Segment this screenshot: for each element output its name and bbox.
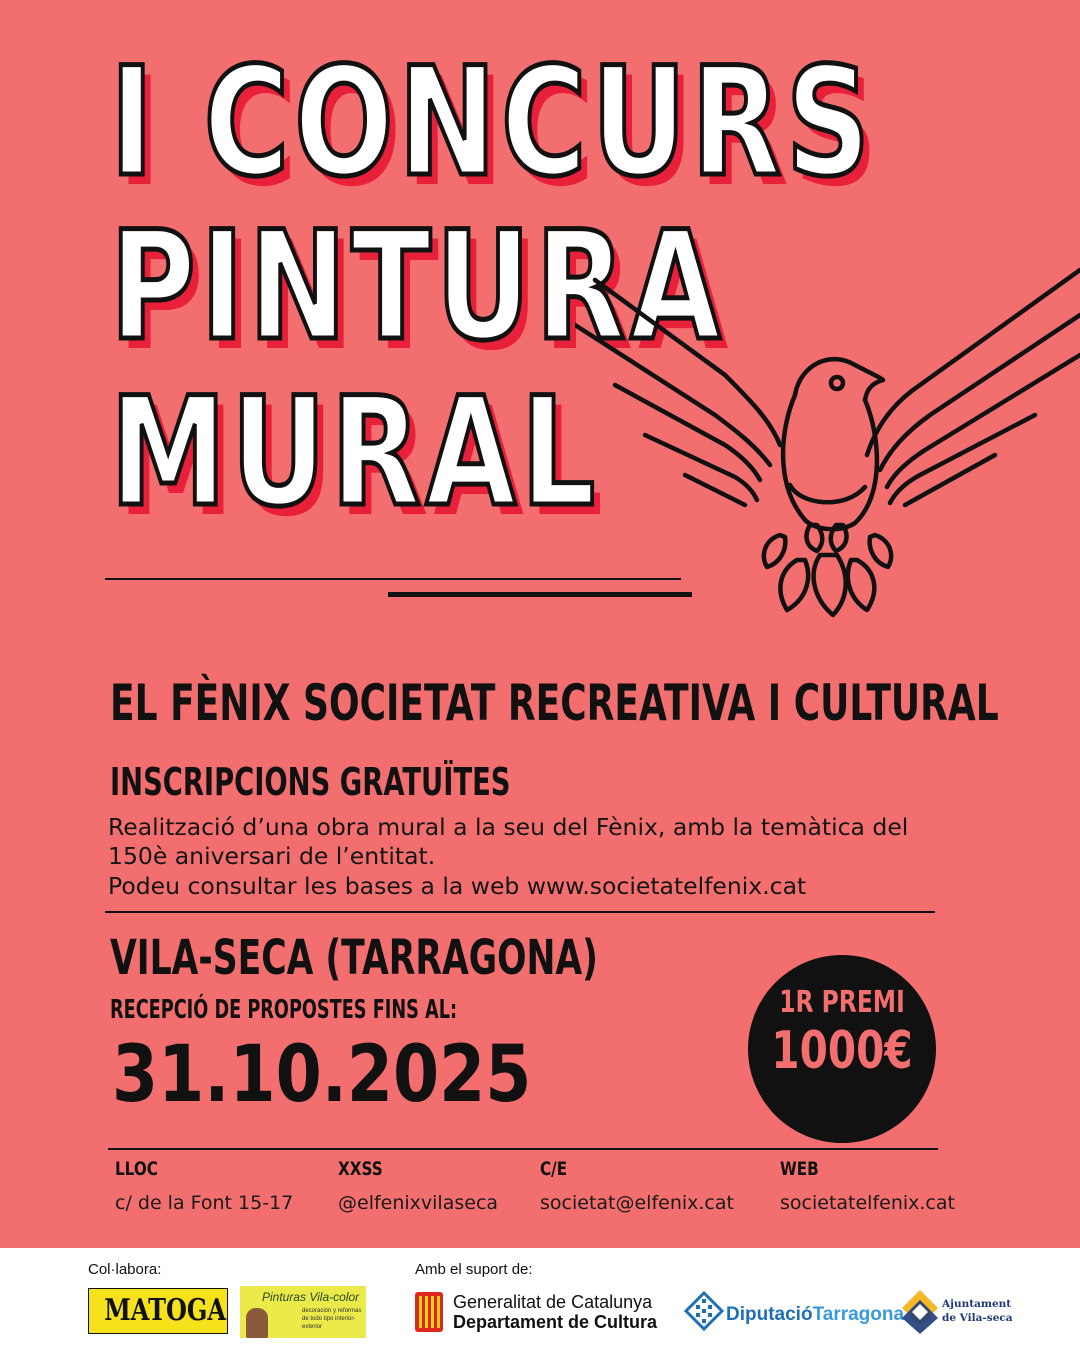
info-web-key: WEB xyxy=(780,1158,819,1180)
title-line-2: PINTURA xyxy=(110,200,726,374)
support-label: Amb el suport de: xyxy=(415,1261,533,1278)
info-web-value[interactable]: societatelfenix.cat xyxy=(780,1192,955,1214)
description xyxy=(108,813,938,901)
organizer-heading: EL FÈNIX SOCIETAT RECREATIVA I CULTURAL xyxy=(110,674,999,732)
info-web xyxy=(780,1158,955,1214)
gencat-line-2: Departament de Cultura xyxy=(453,1312,658,1332)
prize-amount: 1000€ xyxy=(771,1021,913,1081)
divider-bottom xyxy=(108,1148,938,1150)
deadline-date: 31.10.2025 xyxy=(112,1030,532,1120)
info-xxss-key: XXSS xyxy=(338,1158,383,1180)
ajuntament-line-1: Ajuntament xyxy=(942,1298,1012,1310)
info-lloc-value: c/ de la Font 15-17 xyxy=(115,1192,294,1214)
deadline-label: RECEPCIÓ DE PROPOSTES FINS AL: xyxy=(110,995,458,1025)
diputacio-text-a: Diputació xyxy=(726,1304,813,1325)
sponsor-footer xyxy=(0,1248,1080,1350)
vilaseca-diamond-icon xyxy=(900,1288,940,1336)
prize-label: 1R PREMI xyxy=(779,985,905,1020)
vilacolor-name: Pinturas Vila-color xyxy=(262,1290,360,1304)
vilacolor-subtitle: decoración y reformas de todo tipo interior-exterior xyxy=(302,1308,362,1330)
description-line-3: Podeu consultar les bases a la web www.societatelfenix.cat xyxy=(108,871,807,900)
info-lloc xyxy=(115,1158,293,1214)
location-heading: VILA-SECA (TARRAGONA) xyxy=(110,930,598,986)
painter-icon xyxy=(246,1308,268,1338)
diputacio-text-b: Tarragona xyxy=(812,1304,905,1325)
info-lloc-key: LLOC xyxy=(115,1158,158,1180)
info-email-value[interactable]: societat@elfenix.cat xyxy=(540,1192,734,1214)
divider-middle xyxy=(105,911,935,913)
ajuntament-line-2: de Vila-seca xyxy=(942,1311,1013,1324)
matoga-logo-text: MATOGA xyxy=(104,1293,226,1328)
matoga-logo xyxy=(88,1288,228,1334)
diputacio-text xyxy=(726,1304,904,1326)
description-line-2: 150è aniversari de l’entitat. xyxy=(108,842,436,871)
title-line-1: I CONCURS xyxy=(110,36,875,210)
title-line-3: MURAL xyxy=(110,366,601,540)
info-xxss-value[interactable]: @elfenixvilaseca xyxy=(338,1192,499,1214)
divider-top-thin xyxy=(105,578,681,580)
divider-top-thick xyxy=(388,592,692,597)
diputacio-mark-icon xyxy=(683,1290,725,1332)
vilacolor-logo xyxy=(240,1286,366,1338)
registration-heading: INSCRIPCIONS GRATUÏTES xyxy=(110,760,511,804)
prize-badge xyxy=(748,955,936,1143)
ajuntament-text xyxy=(942,1298,1013,1325)
collab-label: Col·labora: xyxy=(88,1261,162,1278)
info-xxss xyxy=(338,1158,498,1214)
info-email xyxy=(540,1158,734,1214)
senyera-icon xyxy=(415,1292,443,1332)
description-line-1: Realització d’una obra mural a la seu del Fènix, amb la temàtica del xyxy=(108,813,909,841)
info-email-key: C/E xyxy=(540,1158,568,1180)
gencat-line-1: Generalitat de Catalunya xyxy=(453,1292,653,1312)
